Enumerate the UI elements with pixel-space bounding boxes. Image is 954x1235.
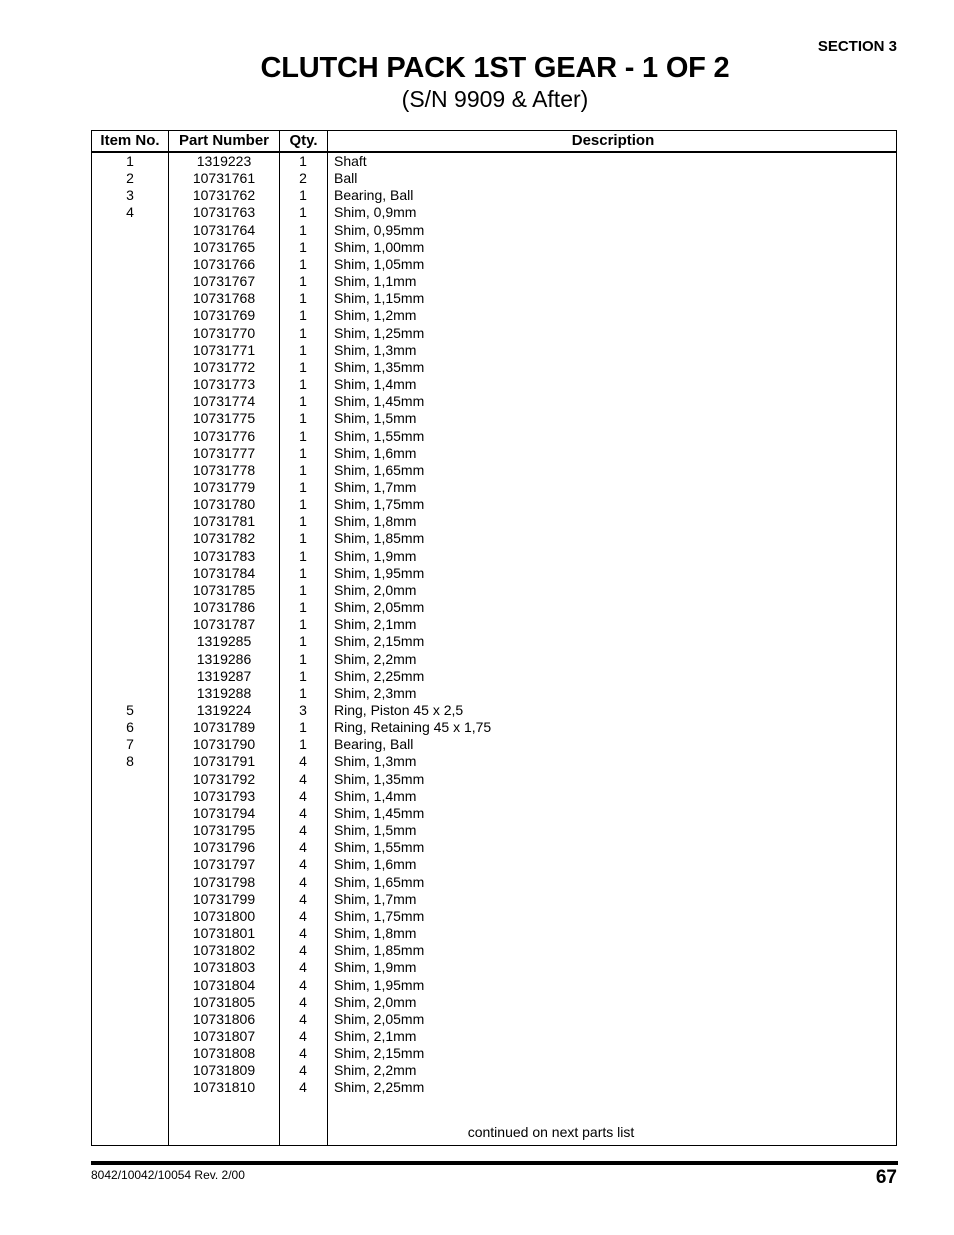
table-row xyxy=(92,307,896,324)
table-row xyxy=(92,376,896,393)
column-header-item: Item No. xyxy=(100,132,160,149)
table-row xyxy=(92,187,896,204)
table-row xyxy=(92,788,896,805)
item-number-cell: 5 xyxy=(126,702,134,718)
part-number-cell: 10731761 xyxy=(192,170,256,187)
part-number-cell: 10731787 xyxy=(192,616,256,633)
section-label: SECTION 3 xyxy=(817,38,897,55)
quantity-cell: 1 xyxy=(299,307,307,324)
part-number-cell: 10731806 xyxy=(192,1010,256,1027)
table-row xyxy=(92,599,896,616)
part-number-cell: 10731802 xyxy=(192,942,256,959)
description-cell: Shim, 1,35mm xyxy=(334,358,425,375)
part-number-cell: 10731782 xyxy=(192,530,256,547)
description-cell: Shim, 1,55mm xyxy=(334,427,425,444)
quantity-cell: 1 xyxy=(299,547,307,564)
part-number-cell: 1319285 xyxy=(196,633,252,650)
description-cell: Shim, 1,3mm xyxy=(334,341,417,358)
part-number-cell: 10731794 xyxy=(192,804,256,821)
quantity-cell: 1 xyxy=(299,358,307,375)
table-row xyxy=(92,994,896,1011)
description-cell: Shim, 1,65mm xyxy=(334,461,425,478)
quantity-cell: 4 xyxy=(299,1062,307,1079)
table-row xyxy=(92,719,896,736)
quantity-cell: 4 xyxy=(299,907,307,924)
part-number-cell: 10731809 xyxy=(192,1062,256,1079)
description-cell: Ring, Retaining 45 x 1,75 xyxy=(334,719,492,736)
quantity-cell: 3 xyxy=(299,702,307,718)
description-cell: Shim, 1,05mm xyxy=(334,255,425,272)
part-number-cell: 10731766 xyxy=(192,255,256,272)
part-number-cell: 10731792 xyxy=(192,770,256,787)
part-number-cell: 10731772 xyxy=(192,358,256,375)
table-body xyxy=(92,153,896,1097)
quantity-cell: 1 xyxy=(299,444,307,461)
quantity-cell: 4 xyxy=(299,993,307,1010)
table-row xyxy=(92,616,896,633)
part-number-cell: 10731810 xyxy=(192,1079,256,1096)
quantity-cell: 1 xyxy=(299,427,307,444)
table-row xyxy=(92,239,896,256)
description-cell: Shim, 1,6mm xyxy=(334,856,417,873)
table-row xyxy=(92,1045,896,1062)
quantity-cell: 1 xyxy=(299,461,307,478)
part-number-cell: 10731781 xyxy=(192,513,256,530)
continued-note: continued on next parts list xyxy=(467,1124,635,1140)
part-number-cell: 10731785 xyxy=(192,581,256,598)
quantity-cell: 1 xyxy=(299,736,307,753)
description-cell: Shim, 0,9mm xyxy=(334,204,417,221)
column-header-qty: Qty. xyxy=(289,132,318,149)
quantity-cell: 4 xyxy=(299,839,307,856)
description-cell: Shim, 1,1mm xyxy=(334,273,417,290)
description-cell: Bearing, Ball xyxy=(334,187,414,204)
description-cell: Shim, 1,4mm xyxy=(334,787,417,804)
item-number-cell: 3 xyxy=(126,187,134,204)
table-row xyxy=(92,496,896,513)
quantity-cell: 1 xyxy=(299,616,307,633)
part-number-cell: 1319224 xyxy=(196,702,252,718)
table-row xyxy=(92,805,896,822)
description-cell: Shim, 1,95mm xyxy=(334,564,425,581)
table-row xyxy=(92,668,896,685)
description-cell: Shim, 2,05mm xyxy=(334,599,425,616)
quantity-cell: 4 xyxy=(299,770,307,787)
part-number-cell: 10731775 xyxy=(192,410,256,427)
quantity-cell: 4 xyxy=(299,890,307,907)
table-row xyxy=(92,925,896,942)
part-number-cell: 10731765 xyxy=(192,238,256,255)
description-cell: Shim, 1,9mm xyxy=(334,959,417,976)
description-cell: Shim, 1,15mm xyxy=(334,290,425,307)
table-row xyxy=(92,1062,896,1079)
item-number-cell: 2 xyxy=(126,170,134,187)
table-row xyxy=(92,359,896,376)
table-row xyxy=(92,513,896,530)
table-row xyxy=(92,342,896,359)
quantity-cell: 4 xyxy=(299,856,307,873)
table-row xyxy=(92,582,896,599)
description-cell: Shim, 0,95mm xyxy=(334,221,425,238)
part-number-cell: 10731799 xyxy=(192,890,256,907)
quantity-cell: 1 xyxy=(299,650,307,667)
table-row xyxy=(92,170,896,187)
description-cell: Shim, 2,0mm xyxy=(334,993,417,1010)
description-cell: Shim, 1,55mm xyxy=(334,839,425,856)
description-cell: Ball xyxy=(334,170,358,187)
quantity-cell: 1 xyxy=(299,633,307,650)
quantity-cell: 4 xyxy=(299,787,307,804)
description-cell: Shim, 2,25mm xyxy=(334,667,425,684)
part-number-cell: 10731798 xyxy=(192,873,256,890)
description-cell: Shim, 1,2mm xyxy=(334,307,417,324)
item-number-cell: 1 xyxy=(126,153,134,169)
description-cell: Shim, 1,45mm xyxy=(334,804,425,821)
table-row xyxy=(92,256,896,273)
table-row xyxy=(92,204,896,221)
table-row xyxy=(92,1011,896,1028)
part-number-cell: 10731786 xyxy=(192,599,256,616)
description-cell: Shim, 1,75mm xyxy=(334,496,425,513)
description-cell: Shim, 2,2mm xyxy=(334,650,417,667)
footer-rule xyxy=(91,1161,898,1165)
quantity-cell: 4 xyxy=(299,925,307,942)
description-cell: Shim, 1,8mm xyxy=(334,925,417,942)
table-row xyxy=(92,771,896,788)
column-header-part-number: Part Number xyxy=(178,132,270,149)
table-row xyxy=(92,530,896,547)
part-number-cell: 1319288 xyxy=(196,684,252,701)
part-number-cell: 10731808 xyxy=(192,1045,256,1062)
description-cell: Shim, 1,6mm xyxy=(334,444,417,461)
part-number-cell: 10731776 xyxy=(192,427,256,444)
quantity-cell: 1 xyxy=(299,684,307,701)
part-number-cell: 10731789 xyxy=(192,719,256,736)
table-row xyxy=(92,702,896,719)
part-number-cell: 10731780 xyxy=(192,496,256,513)
part-number-cell: 10731762 xyxy=(192,187,256,204)
description-cell: Shim, 1,7mm xyxy=(334,890,417,907)
quantity-cell: 1 xyxy=(299,530,307,547)
table-row xyxy=(92,839,896,856)
table-row xyxy=(92,942,896,959)
quantity-cell: 1 xyxy=(299,393,307,410)
description-cell: Shim, 2,1mm xyxy=(334,1027,417,1044)
description-cell: Shim, 1,45mm xyxy=(334,393,425,410)
description-cell: Shim, 2,2mm xyxy=(334,1062,417,1079)
part-number-cell: 1319286 xyxy=(196,650,252,667)
table-row xyxy=(92,273,896,290)
part-number-cell: 10731767 xyxy=(192,273,256,290)
quantity-cell: 4 xyxy=(299,822,307,839)
description-cell: Ring, Piston 45 x 2,5 xyxy=(334,702,464,718)
page-number: 67 xyxy=(875,1167,897,1188)
description-cell: Shim, 1,00mm xyxy=(334,238,425,255)
quantity-cell: 4 xyxy=(299,1027,307,1044)
table-row xyxy=(92,325,896,342)
quantity-cell: 1 xyxy=(299,238,307,255)
quantity-cell: 4 xyxy=(299,753,307,770)
part-number-cell: 10731805 xyxy=(192,993,256,1010)
description-cell: Shim, 1,4mm xyxy=(334,376,417,393)
description-cell: Shim, 2,15mm xyxy=(334,633,425,650)
table-row xyxy=(92,753,896,770)
part-number-cell: 10731771 xyxy=(192,341,256,358)
description-cell: Shim, 2,05mm xyxy=(334,1010,425,1027)
quantity-cell: 1 xyxy=(299,341,307,358)
table-row xyxy=(92,222,896,239)
description-cell: Shim, 1,85mm xyxy=(334,942,425,959)
table-row xyxy=(92,977,896,994)
item-number-cell: 4 xyxy=(126,204,134,221)
table-row xyxy=(92,633,896,650)
description-cell: Shim, 1,3mm xyxy=(334,753,417,770)
document-code: 8042/10042/10054 Rev. 2/00 xyxy=(91,1168,245,1182)
part-number-cell: 10731768 xyxy=(192,290,256,307)
table-row xyxy=(92,428,896,445)
description-cell: Shim, 1,7mm xyxy=(334,478,417,495)
quantity-cell: 4 xyxy=(299,804,307,821)
quantity-cell: 4 xyxy=(299,942,307,959)
item-number-cell: 7 xyxy=(126,736,134,753)
quantity-cell: 1 xyxy=(299,221,307,238)
quantity-cell: 4 xyxy=(299,1010,307,1027)
quantity-cell: 1 xyxy=(299,273,307,290)
table-row xyxy=(92,874,896,891)
description-cell: Bearing, Ball xyxy=(334,736,414,753)
part-number-cell: 10731796 xyxy=(192,839,256,856)
quantity-cell: 1 xyxy=(299,410,307,427)
quantity-cell: 4 xyxy=(299,1045,307,1062)
part-number-cell: 10731769 xyxy=(192,307,256,324)
table-row xyxy=(92,565,896,582)
part-number-cell: 10731774 xyxy=(192,393,256,410)
table-row xyxy=(92,1079,896,1096)
table-row xyxy=(92,959,896,976)
description-cell: Shim, 1,9mm xyxy=(334,547,417,564)
description-cell: Shim, 1,65mm xyxy=(334,873,425,890)
description-cell: Shim, 1,8mm xyxy=(334,513,417,530)
quantity-cell: 1 xyxy=(299,290,307,307)
part-number-cell: 10731803 xyxy=(192,959,256,976)
quantity-cell: 4 xyxy=(299,976,307,993)
quantity-cell: 1 xyxy=(299,599,307,616)
quantity-cell: 1 xyxy=(299,667,307,684)
description-cell: Shim, 2,25mm xyxy=(334,1079,425,1096)
part-number-cell: 1319223 xyxy=(196,153,252,169)
part-number-cell: 10731778 xyxy=(192,461,256,478)
table-row xyxy=(92,651,896,668)
quantity-cell: 1 xyxy=(299,204,307,221)
table-row xyxy=(92,908,896,925)
part-number-cell: 10731801 xyxy=(192,925,256,942)
description-cell: Shim, 1,35mm xyxy=(334,770,425,787)
description-cell: Shim, 1,95mm xyxy=(334,976,425,993)
part-number-cell: 10731764 xyxy=(192,221,256,238)
part-number-cell: 10731773 xyxy=(192,376,256,393)
part-number-cell: 10731783 xyxy=(192,547,256,564)
description-cell: Shim, 1,25mm xyxy=(334,324,425,341)
description-cell: Shim, 2,1mm xyxy=(334,616,417,633)
quantity-cell: 1 xyxy=(299,153,307,169)
part-number-cell: 10731791 xyxy=(192,753,256,770)
quantity-cell: 1 xyxy=(299,719,307,736)
table-row xyxy=(92,410,896,427)
part-number-cell: 10731804 xyxy=(192,976,256,993)
table-row xyxy=(92,856,896,873)
page-subtitle: (S/N 9909 & After) xyxy=(401,86,589,112)
part-number-cell: 10731790 xyxy=(192,736,256,753)
item-number-cell: 6 xyxy=(126,719,134,736)
table-row xyxy=(92,462,896,479)
table-row xyxy=(92,479,896,496)
description-cell: Shim, 2,15mm xyxy=(334,1045,425,1062)
table-row xyxy=(92,548,896,565)
description-cell: Shim, 2,0mm xyxy=(334,581,417,598)
table-row xyxy=(92,736,896,753)
quantity-cell: 4 xyxy=(299,873,307,890)
table-row xyxy=(92,393,896,410)
quantity-cell: 1 xyxy=(299,255,307,272)
table-row xyxy=(92,290,896,307)
quantity-cell: 1 xyxy=(299,581,307,598)
quantity-cell: 1 xyxy=(299,324,307,341)
item-number-cell: 8 xyxy=(126,753,134,770)
table-row xyxy=(92,685,896,702)
description-cell: Shaft xyxy=(334,153,367,169)
part-number-cell: 10731797 xyxy=(192,856,256,873)
description-cell: Shim, 1,85mm xyxy=(334,530,425,547)
part-number-cell: 1319287 xyxy=(196,667,252,684)
part-number-cell: 10731800 xyxy=(192,907,256,924)
part-number-cell: 10731763 xyxy=(192,204,256,221)
part-number-cell: 10731779 xyxy=(192,478,256,495)
quantity-cell: 1 xyxy=(299,478,307,495)
quantity-cell: 1 xyxy=(299,564,307,581)
part-number-cell: 10731795 xyxy=(192,822,256,839)
quantity-cell: 2 xyxy=(299,170,307,187)
page-title: CLUTCH PACK 1ST GEAR - 1 OF 2 xyxy=(260,52,730,84)
part-number-cell: 10731793 xyxy=(192,787,256,804)
quantity-cell: 1 xyxy=(299,187,307,204)
parts-table xyxy=(91,130,897,1146)
quantity-cell: 1 xyxy=(299,376,307,393)
table-row xyxy=(92,445,896,462)
column-header-description: Description xyxy=(571,132,655,149)
table-row xyxy=(92,153,896,170)
part-number-cell: 10731784 xyxy=(192,564,256,581)
quantity-cell: 4 xyxy=(299,959,307,976)
quantity-cell: 1 xyxy=(299,513,307,530)
table-row xyxy=(92,891,896,908)
table-row xyxy=(92,822,896,839)
quantity-cell: 4 xyxy=(299,1079,307,1096)
part-number-cell: 10731807 xyxy=(192,1027,256,1044)
table-row xyxy=(92,1028,896,1045)
part-number-cell: 10731770 xyxy=(192,324,256,341)
description-cell: Shim, 1,5mm xyxy=(334,410,417,427)
quantity-cell: 1 xyxy=(299,496,307,513)
description-cell: Shim, 1,75mm xyxy=(334,907,425,924)
description-cell: Shim, 1,5mm xyxy=(334,822,417,839)
part-number-cell: 10731777 xyxy=(192,444,256,461)
description-cell: Shim, 2,3mm xyxy=(334,684,417,701)
